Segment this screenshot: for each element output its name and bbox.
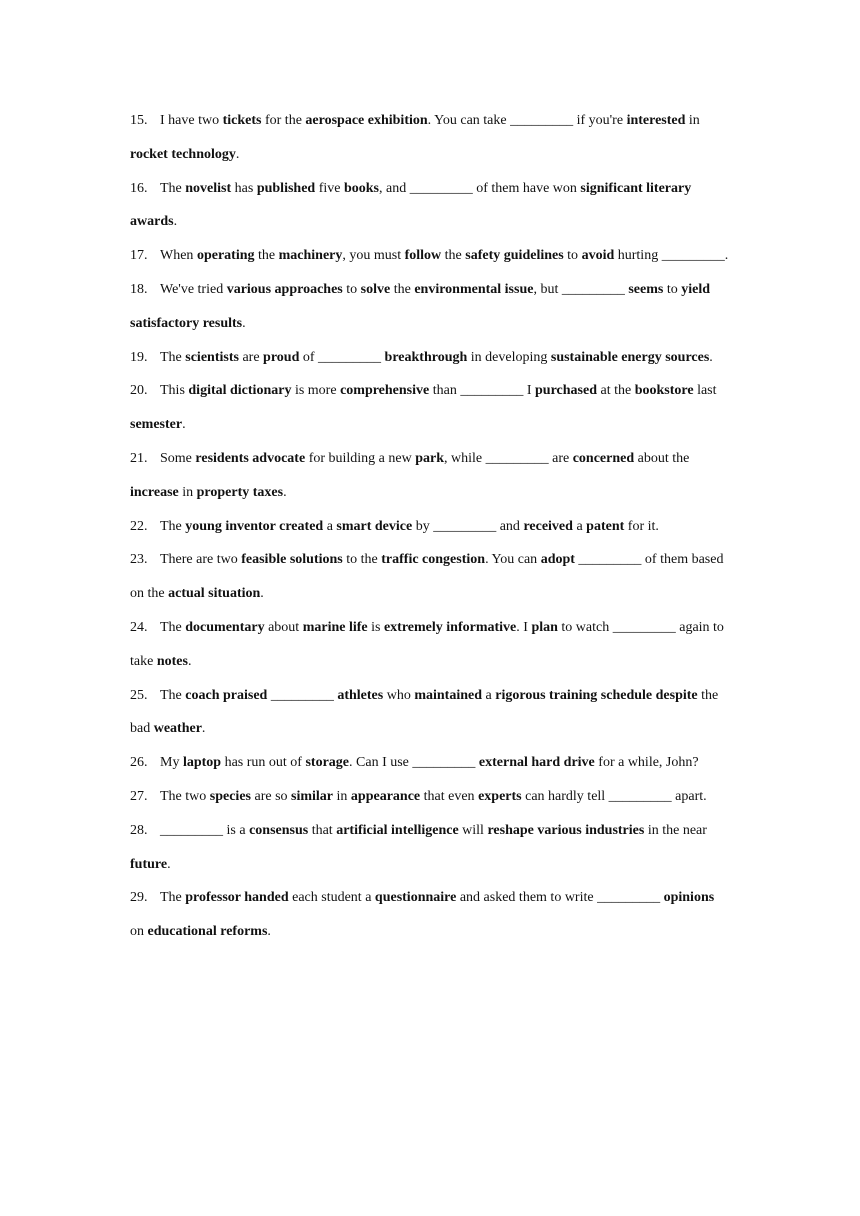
keyword-text: avoid — [581, 248, 615, 264]
keyword-text: adopt — [540, 552, 575, 568]
keyword-text: residents advocate — [195, 450, 306, 466]
question-number: 15. — [130, 113, 148, 128]
question-item — [130, 881, 730, 949]
sentence-text: who — [383, 687, 415, 703]
sentence-text: the — [390, 281, 415, 297]
sentence-text: Some — [160, 450, 196, 466]
keyword-text: traffic congestion — [381, 552, 486, 568]
sentence-text: in — [178, 484, 197, 500]
sentence-text: are — [238, 349, 264, 365]
sentence-text: . — [201, 721, 206, 737]
question-item — [130, 679, 730, 747]
sentence-text: a — [482, 687, 496, 703]
sentence-text: are so — [250, 788, 292, 804]
question-number: 22. — [130, 518, 148, 534]
keyword-text: patent — [586, 518, 625, 534]
question-number: 16. — [130, 180, 148, 196]
sentence-text: to the — [342, 552, 382, 568]
sentence-text: . — [260, 586, 264, 602]
sentence-text: . — [182, 417, 186, 433]
keyword-text: marine life — [302, 619, 368, 635]
keyword-text: laptop — [182, 755, 222, 771]
sentence-text: about — [264, 619, 303, 635]
question-number: 24. — [130, 619, 148, 635]
keyword-text: semester — [130, 417, 183, 433]
keyword-text: professor handed — [185, 890, 289, 906]
sentence-text: _________ is a — [160, 822, 250, 838]
question-number: 20. — [130, 383, 148, 399]
keyword-text: aerospace exhibition — [305, 113, 428, 128]
sentence-text: has run out of — [221, 755, 306, 771]
sentence-text: by _________ and — [412, 518, 524, 534]
question-number: 21. — [130, 450, 148, 466]
sentence-text: When — [160, 248, 197, 264]
keyword-text: safety guidelines — [465, 248, 564, 264]
sentence-text: and asked them to write _________ — [456, 890, 664, 906]
sentence-text: each student a — [288, 890, 375, 906]
keyword-text: extremely informative — [383, 619, 517, 635]
sentence-text: The — [160, 518, 186, 534]
sentence-text: to — [342, 281, 361, 297]
sentence-text: . You can — [485, 552, 541, 568]
question-item — [130, 341, 730, 375]
question-item — [130, 746, 730, 780]
sentence-text: hurting _________. — [614, 248, 729, 264]
keyword-text: concerned — [572, 450, 635, 466]
keyword-text: future — [130, 856, 168, 872]
sentence-text: for the — [261, 113, 306, 128]
sentence-text: , you must — [342, 248, 405, 264]
sentence-text: about the — [634, 450, 690, 466]
keyword-text: park — [415, 450, 445, 466]
question-item — [130, 510, 730, 544]
question-item — [130, 780, 730, 814]
keyword-text: breakthrough — [384, 349, 468, 365]
sentence-text: . — [283, 484, 287, 500]
sentence-text: The two — [160, 788, 210, 804]
keyword-text: interested — [626, 113, 686, 128]
keyword-text: rigorous training schedule despite — [495, 687, 698, 703]
sentence-text: _________ of them based on the — [130, 552, 724, 602]
keyword-text: young inventor created — [185, 518, 324, 534]
keyword-text: digital dictionary — [188, 383, 292, 399]
keyword-text: increase — [130, 484, 179, 500]
keyword-text: machinery — [278, 248, 343, 264]
keyword-text: questionnaire — [374, 890, 457, 906]
sentence-text: . — [267, 924, 271, 940]
keyword-text: species — [209, 788, 251, 804]
sentence-text: My — [160, 755, 183, 771]
keyword-text: significant literary awards — [130, 180, 692, 230]
sentence-text: for it. — [624, 518, 659, 534]
sentence-text: . — [235, 146, 240, 162]
keyword-text: purchased — [535, 383, 597, 399]
sentence-text: The — [160, 349, 186, 365]
keyword-text: received — [523, 518, 573, 534]
sentence-text: I have two — [160, 113, 223, 128]
question-number: 23. — [130, 552, 148, 568]
keyword-text: similar — [291, 788, 334, 804]
keyword-text: educational reforms — [147, 924, 268, 940]
question-item — [130, 172, 730, 240]
keyword-text: comprehensive — [340, 383, 430, 399]
keyword-text: feasible solutions — [241, 552, 343, 568]
sentence-text: . I — [516, 619, 532, 635]
sentence-text: for a while, John? — [594, 755, 699, 771]
keyword-text: novelist — [185, 180, 232, 196]
sentence-text: _________ — [267, 687, 338, 703]
keyword-text: plan — [531, 619, 558, 635]
keyword-text: rocket technology — [130, 146, 236, 162]
sentence-text: The — [160, 619, 186, 635]
sentence-text: , but _________ — [533, 281, 629, 297]
keyword-text: follow — [404, 248, 442, 264]
keyword-text: weather — [153, 721, 202, 737]
question-number: 18. — [130, 281, 148, 297]
keyword-text: scientists — [185, 349, 239, 365]
sentence-text: in developing — [467, 349, 551, 365]
question-number: 25. — [130, 687, 148, 703]
keyword-text: external hard drive — [478, 755, 595, 771]
question-number: 27. — [130, 788, 148, 804]
sentence-text: the bad — [130, 687, 719, 737]
sentence-text: will — [458, 822, 488, 838]
sentence-text: can hardly tell _________ apart. — [521, 788, 707, 804]
sentence-text: at the — [597, 383, 635, 399]
question-number: 29. — [130, 890, 148, 906]
sentence-text: is more — [291, 383, 341, 399]
sentence-text: There are two — [160, 552, 242, 568]
question-item — [130, 374, 730, 442]
sentence-text: . Can I use _________ — [349, 755, 479, 771]
keyword-text: smart device — [336, 518, 413, 534]
sentence-text: . — [242, 315, 246, 331]
keyword-text: property taxes — [196, 484, 284, 500]
question-item — [130, 814, 730, 882]
question-number: 26. — [130, 755, 148, 771]
sentence-text: a — [572, 518, 587, 534]
keyword-text: opinions — [663, 890, 715, 906]
sentence-text: that — [308, 822, 337, 838]
sentence-text: to — [563, 248, 582, 264]
question-number: 19. — [130, 349, 148, 365]
sentence-text: is — [367, 619, 384, 635]
sentence-text: in — [685, 113, 700, 128]
keyword-text: storage — [305, 755, 350, 771]
sentence-text: to watch _________ again to take — [130, 619, 724, 669]
keyword-text: reshape various industries — [487, 822, 645, 838]
sentence-text: This — [160, 383, 189, 399]
keyword-text: yield satisfactory results — [130, 281, 711, 331]
sentence-text: in the near — [644, 822, 707, 838]
sentence-text: that even — [420, 788, 479, 804]
keyword-text: coach praised — [185, 687, 268, 703]
question-item — [130, 104, 730, 172]
keyword-text: operating — [196, 248, 255, 264]
sentence-text: The — [160, 890, 186, 906]
keyword-text: appearance — [350, 788, 421, 804]
keyword-text: published — [256, 180, 316, 196]
question-number: 17. — [130, 248, 148, 264]
sentence-text: . You can take _________ if you're — [427, 113, 627, 128]
keyword-text: seems — [628, 281, 664, 297]
sentence-text: last — [693, 383, 717, 399]
sentence-text: in — [333, 788, 351, 804]
keyword-text: tickets — [222, 113, 262, 128]
sentence-text: . — [187, 653, 192, 669]
keyword-text: bookstore — [634, 383, 694, 399]
keyword-text: environmental issue — [414, 281, 534, 297]
keyword-text: sustainable energy sources — [550, 349, 710, 365]
keyword-text: consensus — [249, 822, 309, 838]
question-item — [130, 239, 730, 273]
question-number: 28. — [130, 822, 148, 838]
question-list — [130, 104, 730, 949]
sentence-text: five — [315, 180, 344, 196]
sentence-text: . — [709, 349, 713, 365]
sentence-text: than _________ I — [429, 383, 536, 399]
question-item — [130, 442, 730, 510]
keyword-text: books — [343, 180, 379, 196]
sentence-text: , and _________ of them have won — [379, 180, 581, 196]
sentence-text: . — [167, 856, 171, 872]
sentence-text: of _________ — [299, 349, 385, 365]
sentence-text: the — [441, 248, 466, 264]
question-item — [130, 611, 730, 679]
sentence-text: a — [323, 518, 337, 534]
keyword-text: actual situation — [168, 586, 261, 602]
sentence-text: . — [173, 214, 178, 230]
sentence-text: to — [663, 281, 682, 297]
sentence-text: on — [130, 924, 148, 940]
sentence-text: , while _________ are — [444, 450, 573, 466]
keyword-text: athletes — [337, 687, 384, 703]
sentence-text: The — [160, 687, 186, 703]
sentence-text: has — [231, 180, 257, 196]
sentence-text: for building a new — [305, 450, 416, 466]
keyword-text: notes — [156, 653, 188, 669]
sentence-text: We've tried — [160, 281, 227, 297]
keyword-text: solve — [360, 281, 391, 297]
keyword-text: maintained — [414, 687, 483, 703]
sentence-text: The — [160, 180, 186, 196]
keyword-text: experts — [478, 788, 522, 804]
question-item — [130, 273, 730, 341]
question-item — [130, 543, 730, 611]
keyword-text: documentary — [185, 619, 265, 635]
keyword-text: artificial intelligence — [336, 822, 459, 838]
sentence-text: the — [254, 248, 279, 264]
keyword-text: proud — [263, 349, 300, 365]
keyword-text: various approaches — [226, 281, 343, 297]
